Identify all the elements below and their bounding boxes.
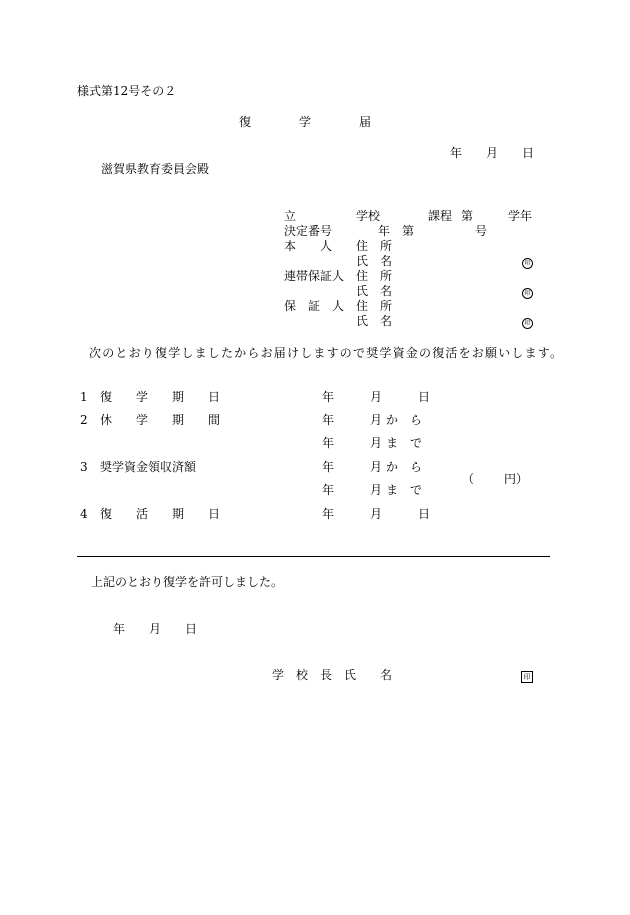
date-row-4-year: 年: [322, 460, 335, 474]
submission-date: 年 月 日: [450, 146, 535, 160]
addressee: 滋賀県教育委員会殿: [101, 162, 210, 176]
course-label: 課程: [428, 209, 453, 223]
dai-label: 第: [461, 209, 474, 223]
date-row-4-suffix: か ら: [386, 460, 423, 474]
item-4-label: 復 活 期 日: [100, 507, 221, 521]
joint-guarantor-address-label: 住 所: [356, 269, 393, 283]
school-label: 学校: [356, 209, 381, 223]
person-seal-icon: 印: [522, 254, 533, 269]
date-row-3-year: 年: [322, 436, 335, 450]
decision-year-label: 年: [378, 224, 391, 238]
person-name-label: 氏 名: [356, 254, 393, 268]
joint-guarantor-name-label: 氏 名: [356, 284, 393, 298]
principal-name-label: 学 校 長 氏 名: [272, 668, 393, 682]
date-row-6-suffix: 日: [418, 507, 431, 521]
item-4-number: 4: [80, 507, 88, 521]
date-row-2-suffix: か ら: [386, 413, 423, 427]
date-row-5-month: 月: [370, 483, 383, 497]
decision-go-label: 号: [475, 224, 488, 238]
date-row-1-month: 月: [370, 390, 383, 404]
date-row-1-year: 年: [322, 390, 335, 404]
date-row-1-suffix: 日: [418, 390, 431, 404]
divider-line: [77, 556, 550, 557]
date-row-2-year: 年: [322, 413, 335, 427]
date-row-5-suffix: ま で: [386, 483, 423, 497]
item-2-label: 休 学 期 間: [100, 413, 221, 427]
approval-text: 上記のとおり復学を許可しました。: [91, 575, 284, 589]
item-1-number: 1: [80, 390, 88, 404]
date-row-5-year: 年: [322, 483, 335, 497]
item-2-number: 2: [80, 413, 88, 427]
person-label: 本 人: [284, 239, 333, 253]
statement-text: 次のとおり復学しましたからお届けしますので奨学資金の復活をお願いします。: [89, 346, 564, 360]
decision-number-label: 決定番号: [284, 224, 333, 238]
ritsu-label: 立: [284, 209, 297, 223]
guarantor-name-label: 氏 名: [356, 314, 393, 328]
amount-unit: 円）: [504, 472, 529, 486]
item-3-number: 3: [80, 460, 88, 474]
date-row-6-year: 年: [322, 507, 335, 521]
date-row-3-month: 月: [370, 436, 383, 450]
item-3-label: 奨学資金領収済額: [100, 460, 197, 474]
date-row-4-month: 月: [370, 460, 383, 474]
date-row-3-suffix: ま で: [386, 436, 423, 450]
date-row-2-month: 月: [370, 413, 383, 427]
item-1-label: 復 学 期 日: [100, 390, 221, 404]
guarantor-address-label: 住 所: [356, 299, 393, 313]
document-title: 復 学 届: [239, 115, 372, 129]
form-number: 様式第12号その２: [77, 84, 177, 98]
joint-guarantor-label: 連帯保証人: [284, 269, 345, 283]
guarantor-label: 保 証 人: [284, 299, 345, 313]
approval-date: 年 月 日: [113, 622, 198, 636]
date-row-6-month: 月: [370, 507, 383, 521]
amount-open-paren: （: [462, 472, 475, 486]
grade-label: 学年: [508, 209, 533, 223]
joint-guarantor-seal-icon: 印: [522, 284, 533, 299]
guarantor-seal-icon: 印: [522, 314, 533, 329]
decision-dai-label: 第: [402, 224, 415, 238]
person-address-label: 住 所: [356, 239, 393, 253]
principal-seal-icon: 印: [521, 668, 533, 683]
